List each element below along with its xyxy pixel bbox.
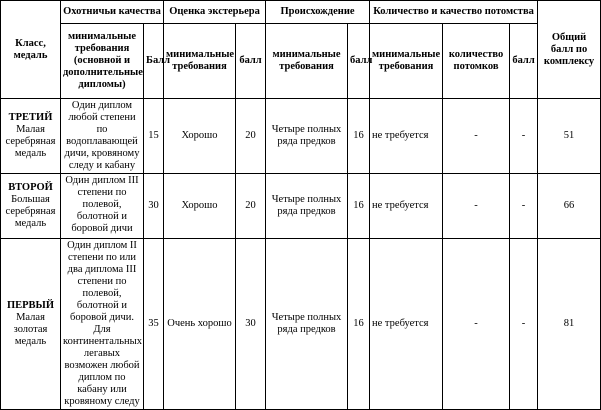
header-offspring: Количество и качество потомства <box>370 1 538 24</box>
total-score-cell: 81 <box>538 238 601 409</box>
header-origin-requirements: минимальные требования <box>266 24 348 99</box>
hunting-requirements-cell: Один диплом II степени по или два диплома III степени по полевой, болотной и боровой дичи. Для континентальных легавых возможен любой диплом по кабану или кровяному следу <box>61 238 144 409</box>
class-medal-cell <box>1 174 61 238</box>
exterior-requirements-cell: Хорошо <box>164 99 236 174</box>
header-class-medal: Класс, медаль <box>1 1 61 99</box>
exterior-requirements-cell: Хорошо <box>164 174 236 238</box>
header-exterior-score: балл <box>236 24 266 99</box>
offspring-count-cell: - <box>443 238 510 409</box>
header-exterior: Оценка экстерьера <box>164 1 266 24</box>
class-name: ТРЕТИЙ <box>8 112 53 124</box>
offspring-score-cell: - <box>510 238 538 409</box>
header-hunting: Охотничьи качества <box>61 1 164 24</box>
offspring-requirements-cell: не требуется <box>370 238 443 409</box>
header-hunting-requirements: минимальные требования (основной и дополнительные дипломы) <box>61 24 144 99</box>
exterior-score-cell: 20 <box>236 174 266 238</box>
table-row <box>1 99 601 174</box>
header-offspring-score: балл <box>510 24 538 99</box>
header-offspring-count: количество потомков <box>443 24 510 99</box>
origin-score-cell: 16 <box>348 238 370 409</box>
hunting-score-cell: 35 <box>144 238 164 409</box>
exterior-score-cell: 20 <box>236 99 266 174</box>
medal-name: Малая серебряная медаль <box>5 124 56 160</box>
offspring-score-cell: - <box>510 174 538 238</box>
header-exterior-requirements: минимальные требования <box>164 24 236 99</box>
table-row <box>1 238 601 409</box>
origin-score-cell: 16 <box>348 99 370 174</box>
origin-requirements-cell: Четыре полных ряда предков <box>266 238 348 409</box>
class-name: ПЕРВЫЙ <box>6 299 55 311</box>
header-origin: Происхождение <box>266 1 370 24</box>
origin-requirements-cell: Четыре полных ряда предков <box>266 174 348 238</box>
header-offspring-requirements: минимальные требования <box>370 24 443 99</box>
medal-name: Малая золотая медаль <box>13 311 48 347</box>
class-medal-cell <box>1 99 61 174</box>
offspring-count-cell: - <box>443 174 510 238</box>
table-row <box>1 174 601 238</box>
offspring-count-cell: - <box>443 99 510 174</box>
offspring-requirements-cell: не требуется <box>370 99 443 174</box>
header-origin-score: балл <box>348 24 370 99</box>
hunting-requirements-cell: Один диплом III степени по полевой, болотной и боровой дичи <box>61 174 144 238</box>
header-hunting-score: Балл <box>144 24 164 99</box>
offspring-score-cell: - <box>510 99 538 174</box>
origin-requirements-cell: Четыре полных ряда предков <box>266 99 348 174</box>
class-medal-cell <box>1 238 61 409</box>
exterior-score-cell: 30 <box>236 238 266 409</box>
hunting-score-cell: 30 <box>144 174 164 238</box>
class-name: ВТОРОЙ <box>8 181 53 193</box>
total-score-cell: 51 <box>538 99 601 174</box>
exterior-requirements-cell: Очень хорошо <box>164 238 236 409</box>
offspring-requirements-cell: не требуется <box>370 174 443 238</box>
total-score-cell: 66 <box>538 174 601 238</box>
hunting-requirements-cell: Один диплом любой степени по водоплавающей дичи, кровяному следу и кабану <box>61 99 144 174</box>
hunting-score-cell: 15 <box>144 99 164 174</box>
header-total: Общий балл по комплексу <box>538 1 601 99</box>
origin-score-cell: 16 <box>348 174 370 238</box>
medal-name: Большая серебряная медаль <box>5 193 56 229</box>
